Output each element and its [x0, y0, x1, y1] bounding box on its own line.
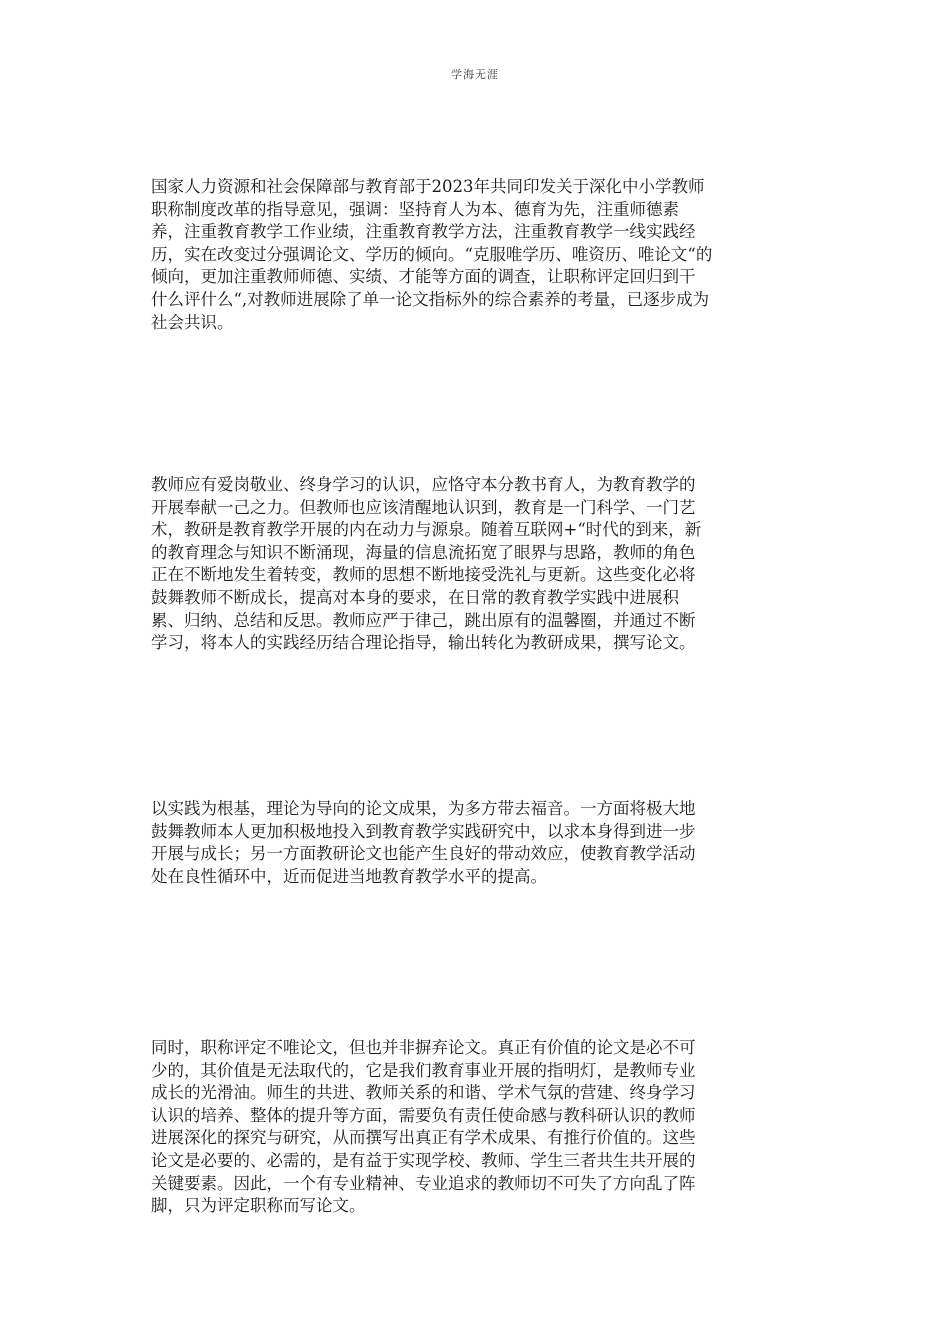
paragraph-line: 开展奉献一己之力。但教师也应该清醒地认识到，教育是一门科学、一门艺 — [151, 497, 696, 517]
paragraph-line: 国家人力资源和社会保障部与教育部于2023年共同印发关于深化中小学教师 — [151, 177, 705, 196]
paragraph-line: 教师应有爱岗敬业、终身学习的认识，应恪守本分教书育人，为教育教学的 — [151, 475, 696, 494]
paragraph-line: 论文是必要的、必需的，是有益于实现学校、教师、学生三者共生共开展的 — [151, 1150, 696, 1170]
paragraph-1 — [151, 176, 803, 334]
paragraph-line: 以实践为根基，理论为导向的论文成果，为多方带去福音。一方面将极大地 — [151, 799, 696, 818]
paragraph-line: 倾向，更加注重教师师德、实绩、才能等方面的调查，让职称评定回归到干 — [151, 267, 696, 287]
page-header: 学海无涯 — [451, 68, 499, 81]
paragraph-line: 同时，职称评定不唯论文，但也并非摒弃论文。真正有价值的论文是必不可 — [151, 1038, 696, 1057]
paragraph-2 — [151, 474, 803, 655]
paragraph-line: 鼓舞教师本人更加积极地投入到教育教学实践研究中，以求本身得到进一步 — [151, 821, 696, 841]
paragraph-3 — [151, 798, 803, 888]
paragraph-line: 开展与成长；另一方面教研论文也能产生良好的带动效应，使教育教学活动 — [151, 844, 696, 864]
paragraph-line: 脚，只为评定职称而写论文。 — [151, 1196, 366, 1216]
paragraph-line: 术，教研是教育教学开展的内在动力与源泉。随着互联网+“时代的到来，新 — [151, 520, 702, 540]
paragraph-line: 累、归纳、总结和反思。教师应严于律己，跳出原有的温馨圈，并通过不断 — [151, 610, 696, 630]
paragraph-line: 认识的培养、整体的提升等方面，需要负有责任使命感与教科研认识的教师 — [151, 1105, 696, 1125]
paragraph-line: 成长的光滑油。师生的共进、教师关系的和谐、学术气氛的营建、终身学习 — [151, 1083, 696, 1103]
paragraph-line: 鼓舞教师不断成长，提高对本身的要求，在日常的教育教学实践中进展积 — [151, 587, 679, 607]
paragraph-line: 什么评什么“,对教师进展除了单一论文指标外的综合素养的考量，已逐步成为 — [151, 289, 710, 309]
paragraph-line: 学习，将本人的实践经历结合理论指导，输出转化为教研成果，撰写论文。 — [151, 633, 696, 653]
paragraph-4 — [151, 1037, 803, 1218]
paragraph-line: 处在良性循环中，近而促进当地教育教学水平的提高。 — [151, 866, 547, 886]
paragraph-line: 正在不断地发生着转变，教师的思想不断地接受洗礼与更新。这些变化必将 — [151, 565, 696, 585]
paragraph-line: 社会共识。 — [151, 312, 234, 332]
paragraph-line: 养，注重教育教学工作业绩，注重教育教学方法，注重教育教学一线实践经 — [151, 222, 696, 242]
paragraph-line: 少的，其价值是无法取代的，它是我们教育事业开展的指明灯，是教师专业 — [151, 1060, 696, 1080]
paragraph-line: 进展深化的探究与研究，从而撰写出真正有学术成果、有推行价值的。这些 — [151, 1128, 696, 1148]
paragraph-line: 历，实在改变过分强调论文、学历的倾向。“克服唯学历、唯资历、唯论文“的 — [151, 244, 713, 264]
paragraph-line: 职称制度改革的指导意见，强调：坚持育人为本、德育为先，注重师德素 — [151, 199, 679, 219]
paragraph-line: 的教育理念与知识不断涌现，海量的信息流拓宽了眼界与思路，教师的角色 — [151, 542, 696, 562]
paragraph-line: 关键要素。因此，一个有专业精神、专业追求的教师切不可失了方向乱了阵 — [151, 1173, 696, 1193]
